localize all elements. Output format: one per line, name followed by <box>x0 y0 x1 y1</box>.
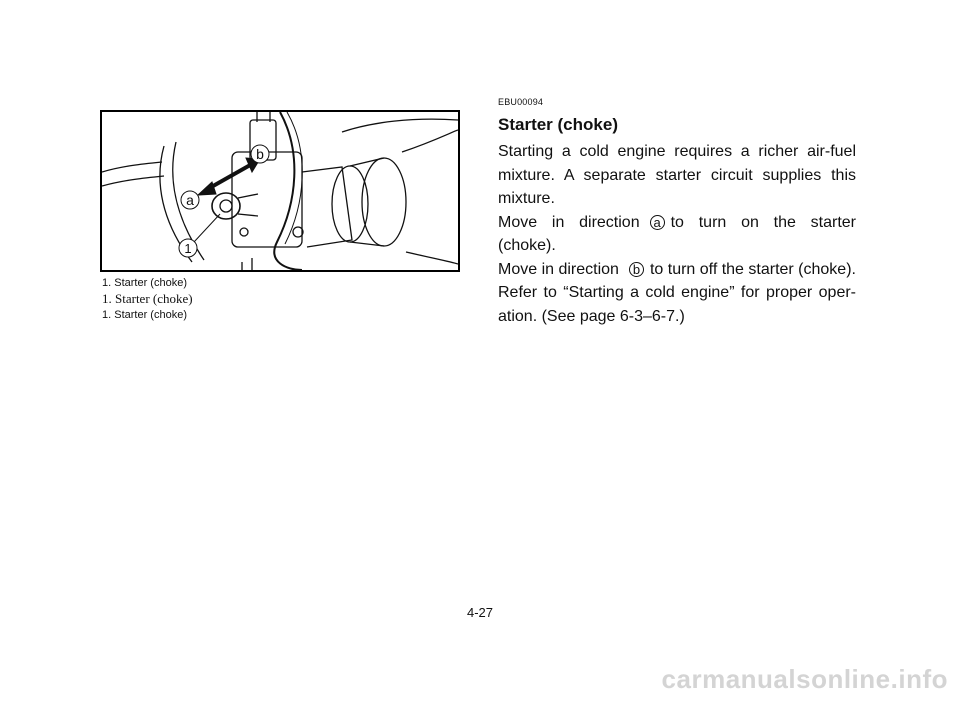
direction-b-paragraph <box>498 258 856 282</box>
intro-paragraph: Starting a cold engine requires a richer air-fuel mixture. A separate starter circuit supplies this mixture. <box>498 143 856 207</box>
direction-a-text-after: to turn on the starter (choke). <box>498 213 856 254</box>
section-body <box>498 140 856 328</box>
direction-a-marker: a <box>650 215 665 230</box>
figure-caption-repeat: 1. Starter (choke) <box>102 309 187 321</box>
section-heading: Starter (choke) <box>498 115 618 134</box>
direction-a-paragraph <box>498 211 856 258</box>
direction-a-text-before: Move in direction <box>498 213 640 231</box>
refer-paragraph: Refer to “Starting a cold engine” for proper oper-ation. (See page 6-3–6-7.) <box>498 284 856 325</box>
figure-caption: 1. Starter (choke) <box>102 277 187 289</box>
direction-b-marker: b <box>629 262 644 277</box>
callout-a: a <box>186 192 194 208</box>
page-number: 4-27 <box>466 605 494 620</box>
callout-1: 1 <box>184 241 192 256</box>
figure-caption-serif: 1. Starter (choke) <box>102 291 193 306</box>
section-code: EBU00094 <box>498 97 544 107</box>
carburetor-drawing <box>102 112 458 270</box>
starter-choke-illustration <box>100 110 460 272</box>
direction-b-text-after: to turn off the starter (choke). <box>649 260 856 278</box>
callout-b: b <box>256 146 264 162</box>
direction-b-text-before: Move in direction <box>498 260 619 278</box>
watermark: carmanualsonline.info <box>661 664 948 694</box>
